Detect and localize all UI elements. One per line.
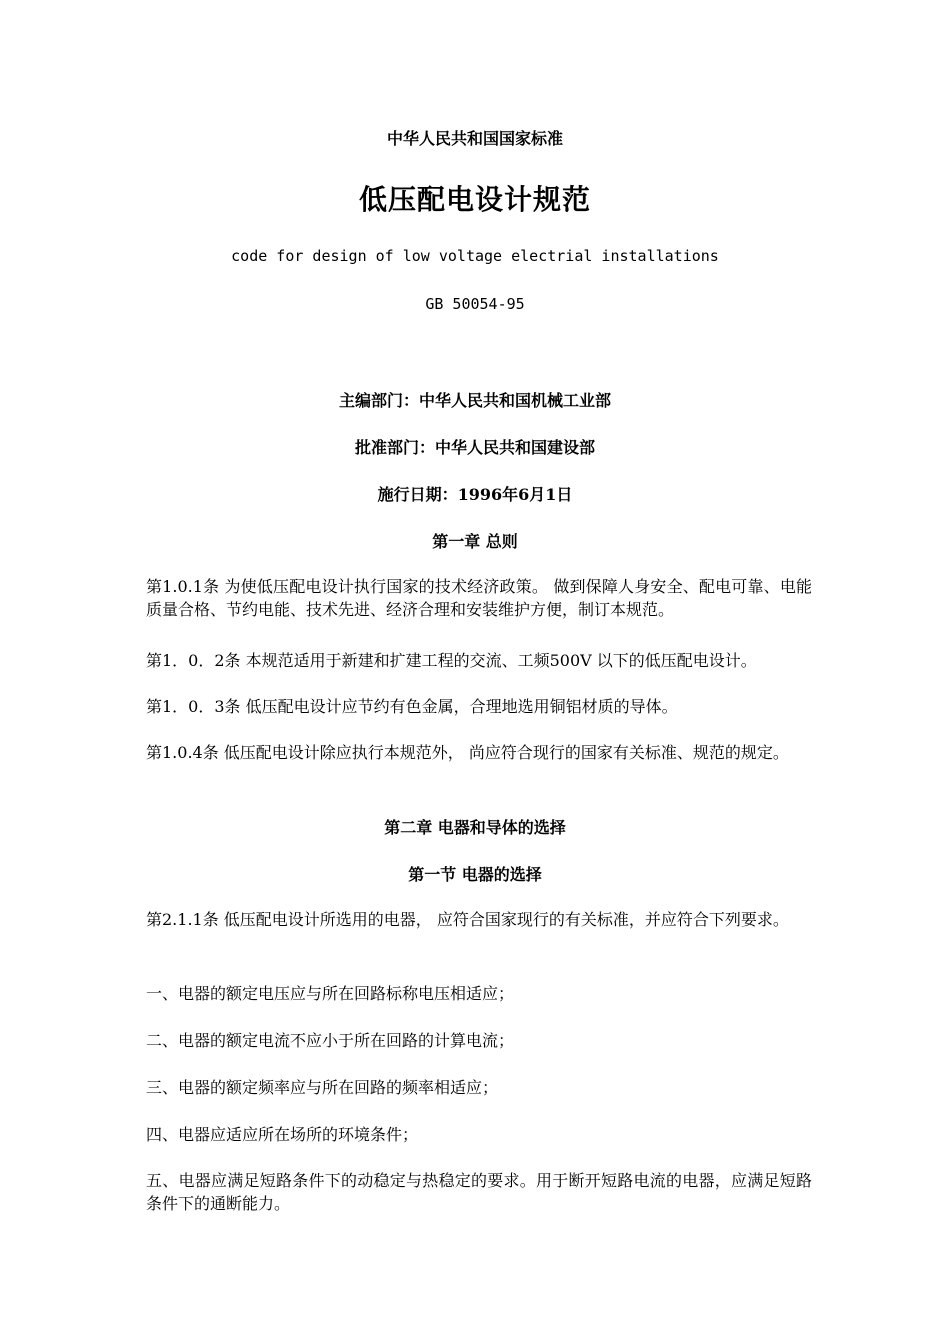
english-title: code for design of low voltage electrial installations — [231, 247, 719, 265]
chapter-heading: 第二章 电器和导体的选择 — [384, 818, 566, 837]
effective-date: 施行日期：1996年6月1日 — [377, 485, 573, 504]
section-heading: 第一节 电器的选择 — [408, 865, 542, 884]
list-item: 三、电器的额定频率应与所在回路的频率相适应； — [146, 1078, 499, 1097]
article-paragraph: 第1.0.1条 为使低压配电设计执行国家的技术经济政策。 做到保障人身安全、配电可靠、电能质量合格、节约电能、技术先进、经济合理和安装维护方便，制订本规范。 — [146, 577, 812, 619]
document-title: 低压配电设计规范 — [358, 183, 591, 216]
editor-department: 主编部门：中华人民共和国机械工业部 — [338, 391, 611, 410]
list-item: 五、电器应满足短路条件下的动稳定与热稳定的要求。用于断开短路电流的电器，应满足短路条件下的通断能力。 — [146, 1171, 812, 1213]
article-paragraph: 第2.1.1条 低压配电设计所选用的电器， 应符合国家现行的有关标准，并应符合下列要求。 — [146, 910, 789, 929]
standard-label: 中华人民共和国国家标准 — [386, 129, 563, 148]
chapter-heading: 第一章 总则 — [432, 532, 518, 551]
approval-department: 批准部门：中华人民共和国建设部 — [354, 438, 595, 457]
list-item: 二、电器的额定电流不应小于所在回路的计算电流； — [146, 1031, 515, 1050]
article-paragraph: 第1．0．2条 本规范适用于新建和扩建工程的交流、工频500V 以下的低压配电设计。 — [146, 651, 757, 670]
list-item: 一、电器的额定电压应与所在回路标称电压相适应； — [146, 984, 515, 1003]
list-item: 四、电器应适应所在场所的环境条件； — [146, 1125, 419, 1144]
standard-code: GB 50054-95 — [425, 295, 525, 313]
article-paragraph: 第1．0．3条 低压配电设计应节约有色金属，合理地选用铜铝材质的导体。 — [146, 697, 678, 716]
article-paragraph: 第1.0.4条 低压配电设计除应执行本规范外， 尚应符合现行的国家有关标准、规范的规定。 — [146, 743, 789, 762]
